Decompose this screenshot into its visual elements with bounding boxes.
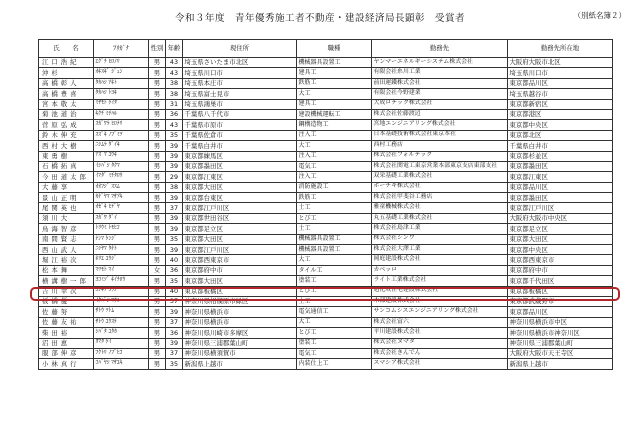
header-kana: ﾌﾘｶﾞﾅ (94, 40, 149, 58)
cell-name: 高橋豊喜 (39, 89, 94, 99)
header-company: 勤務先 (372, 40, 508, 58)
cell-company-address: 東京都中央区 (508, 120, 613, 130)
cell-company: ライト工業株式会社 (372, 276, 508, 286)
cell-kana: ﾆｼﾔﾏ ﾀｹﾄ (94, 245, 149, 255)
cell-sex: 男 (149, 296, 166, 306)
cell-company-address: 東京都足立区 (508, 224, 613, 234)
cell-sex: 男 (149, 130, 166, 140)
cell-sex: 男 (149, 68, 166, 78)
cell-age: 39 (166, 193, 183, 203)
cell-sex: 男 (149, 245, 166, 255)
header-residence: 現住所 (183, 40, 297, 58)
cell-job: 建設機械運転工 (297, 109, 372, 119)
table-row (39, 182, 613, 192)
header-name: 氏 名 (39, 40, 94, 58)
cell-name: 佐藤努 (39, 307, 94, 317)
cell-age: 38 (166, 78, 183, 88)
cell-job: とび工 (297, 328, 372, 338)
cell-company: 株式会社関電工東京営業本部東京支店東部支社 (372, 161, 508, 171)
cell-job: 建具工 (297, 68, 372, 78)
cell-job: 内装仕上工 (297, 359, 372, 369)
cell-kana: ﾆｼﾑﾗ ﾀﾞｲｷ (94, 141, 149, 151)
cell-age: 36 (166, 265, 183, 275)
cell-job: 電気工 (297, 161, 372, 171)
cell-residence: 東京都板橋区 (183, 286, 297, 296)
cell-job: タイル工 (297, 265, 372, 275)
table-row (39, 203, 613, 213)
header-sex: 性別 (149, 40, 166, 58)
cell-age: 38 (166, 182, 183, 192)
cell-company-address: 埼玉県川口市 (508, 68, 613, 78)
cell-name: 松本舞 (39, 265, 94, 275)
cell-kana: ﾖｼｷﾜ ｺｳｼﾞ (94, 286, 149, 296)
cell-company: ヤンマーエネルギーシステム株式会社 (372, 58, 508, 68)
cell-job: 電気通信工 (297, 307, 372, 317)
table-row (39, 224, 613, 234)
cell-company: 株式会社フォルテック (372, 151, 508, 161)
cell-age: 39 (166, 307, 183, 317)
cell-age: 39 (166, 245, 183, 255)
cell-company: 大成ロテック株式会社 (372, 99, 508, 109)
cell-residence: 東京都大田区 (183, 276, 297, 286)
table-header-row (39, 40, 613, 58)
cell-age: 39 (166, 213, 183, 223)
table-row-highlighted (39, 255, 613, 265)
cell-name: 今田道太郎 (39, 172, 94, 182)
cell-job: 塗装工 (297, 276, 372, 286)
cell-job: 土工 (297, 224, 372, 234)
cell-company-address: 東京都江東区 (508, 172, 613, 182)
cell-age: 43 (166, 58, 183, 68)
cell-name: 西山武人 (39, 245, 94, 255)
cell-company: ホーチキ株式会社 (372, 182, 508, 192)
cell-company-address: 東京都品川区 (508, 182, 613, 192)
cell-sex: 男 (149, 307, 166, 317)
table-row (39, 328, 613, 338)
cell-company-address: 東京都墨田区 (508, 193, 613, 203)
cell-company: 有限会社今野建業 (372, 89, 508, 99)
cell-name: 鈴木伸充 (39, 130, 94, 140)
cell-name: 江口浩紀 (39, 58, 94, 68)
cell-kana: ﾅﾝﾏ ｹﾝｼﾞ (94, 234, 149, 244)
cell-residence: 東京都世田谷区 (183, 213, 297, 223)
cell-kana: ﾀｶﾊｼ ﾄﾖｷ (94, 89, 149, 99)
cell-residence: 千葉県佐倉市 (183, 130, 297, 140)
table-row (39, 68, 613, 78)
cell-company-address: 東京都中央区 (508, 245, 613, 255)
table-row (39, 286, 613, 296)
cell-kana: ｷｸﾁ ﾐﾁﾊﾙ (94, 109, 149, 119)
cell-company: 株式会社甲斐谷工務店 (372, 193, 508, 203)
cell-residence: 東京都足立区 (183, 224, 297, 234)
cell-job: 大工 (297, 141, 372, 151)
cell-name: 佐藤友祐 (39, 317, 94, 327)
cell-name: 鳥海智彦 (39, 224, 94, 234)
cell-sex: 女 (149, 265, 166, 275)
table-row (39, 307, 613, 317)
table-row (39, 296, 613, 306)
cell-company-address: 東京都大田区 (508, 234, 613, 244)
cell-job: 機械器具設置工 (297, 245, 372, 255)
cell-job: 土工 (297, 296, 372, 306)
cell-job: 鉄筋工 (297, 193, 372, 203)
cell-company: 雅童機械株式会社 (372, 203, 508, 213)
cell-sex: 男 (149, 151, 166, 161)
cell-sex: 男 (149, 172, 166, 182)
cell-kana: ﾖｺﾐｿﾞ ｷｲﾁﾛｳ (94, 276, 149, 286)
header-job: 職種 (297, 40, 372, 58)
table-row (39, 317, 613, 327)
cell-age: 43 (166, 120, 183, 130)
cell-age: 40 (166, 255, 183, 265)
table-row (39, 78, 613, 88)
table-row (39, 151, 613, 161)
cell-kana: ｴｸﾞﾁ ﾋﾛﾉﾘ (94, 58, 149, 68)
cell-residence: 神奈川県川崎市多摩区 (183, 328, 297, 338)
cell-residence: 東京都江戸川区 (183, 245, 297, 255)
table-row (39, 130, 613, 140)
cell-kana: ｵｵﾌｼﾞ ｽｽﾑ (94, 182, 149, 192)
cell-residence: 東京都墨田区 (183, 161, 297, 171)
cell-kana: ｽｶﾞﾜﾗ ﾋﾛﾅﾘ (94, 120, 149, 130)
cell-kana: ｵｷｽｷﾞ ｼﾞｭﾝ (94, 68, 149, 78)
cell-residence: 埼玉県富士見市 (183, 89, 297, 99)
cell-residence: 埼玉県川口市 (183, 68, 297, 78)
cell-name: 吉川幸次 (39, 286, 94, 296)
cell-name: 大藤享 (39, 182, 94, 192)
document-title: 令和３年度 青年優秀施工者不動産・建設経済局長顕彰 受賞者 (174, 13, 465, 24)
cell-company: サンコムシスエンジニアリング株式会社 (372, 307, 508, 317)
cell-company: 株式会社富六 (372, 317, 508, 327)
table-row (39, 359, 613, 369)
cell-age: 39 (166, 224, 183, 234)
cell-sex: 男 (149, 141, 166, 151)
cell-kana: ｶｹﾞﾔﾏ ﾏｻｱｷ (94, 193, 149, 203)
cell-company-address: 東京都品川区 (508, 78, 613, 88)
cell-age: 39 (166, 161, 183, 171)
cell-age: 31 (166, 99, 183, 109)
cell-kana: ﾎﾘｴ ﾕｳｼﾞ (94, 255, 149, 265)
awardee-table (38, 39, 613, 370)
table-row (39, 213, 613, 223)
cell-sex: 男 (149, 338, 166, 348)
cell-company-address: 新潟県上越市 (508, 359, 613, 369)
table-row (39, 172, 613, 182)
cell-sex: 男 (149, 89, 166, 99)
cell-sex: 男 (149, 193, 166, 203)
cell-age: 38 (166, 89, 183, 99)
cell-residence: 東京都江戸川区 (183, 203, 297, 213)
cell-job: 消防施設工 (297, 182, 372, 192)
cell-company-address: 神奈川県横浜市中区 (508, 317, 613, 327)
cell-kana: ﾀｶﾊｼ ｱｷﾄ (94, 78, 149, 88)
cell-residence: 千葉県白井市 (183, 141, 297, 151)
cell-company: スマシア株式会社 (372, 359, 508, 369)
cell-kana: ｽｽﾞｷ ﾉﾌﾞﾐﾂ (94, 130, 149, 140)
cell-sex: 男 (149, 317, 166, 327)
cell-job: 注入工 (297, 172, 372, 182)
cell-name: 服部伸彦 (39, 348, 94, 358)
cell-job: 電気工 (297, 348, 372, 358)
cell-company-address: 東京都江戸川区 (508, 203, 613, 213)
cell-age: 35 (166, 276, 183, 286)
cell-sex: 男 (149, 78, 166, 88)
cell-job: 鉄筋工 (297, 78, 372, 88)
cell-kana: ﾏﾂﾓﾄ ﾏｲ (94, 265, 149, 275)
cell-sex: 男 (149, 203, 166, 213)
cell-job: とび工 (297, 286, 372, 296)
cell-name: 沖杉 (39, 68, 94, 78)
table-row (39, 348, 613, 358)
cell-kana: ｲﾀﾊﾞｼ ﾏｻﾙ (94, 296, 149, 306)
cell-name: 堀江裕次 (39, 255, 94, 265)
cell-name: 尾関英也 (39, 203, 94, 213)
cell-company: 株式会社シンワ (372, 234, 508, 244)
cell-company-address: 東京都西東京市 (508, 255, 613, 265)
cell-residence: 東京都西東京市 (183, 255, 297, 265)
cell-company-address: 千葉県白井市 (508, 141, 613, 151)
cell-sex: 男 (149, 359, 166, 369)
cell-sex: 男 (149, 58, 166, 68)
cell-company: 丸五基礎工業株式会社 (372, 213, 508, 223)
cell-job: 機械器具設置工 (297, 58, 372, 68)
cell-age: 37 (166, 317, 183, 327)
cell-company-address: 東京都墨田区 (508, 161, 613, 171)
cell-company-address: 東京都新宿区 (508, 99, 613, 109)
cell-sex: 男 (149, 224, 166, 234)
cell-name: 菅原弘成 (39, 120, 94, 130)
cell-name: 小林真行 (39, 359, 94, 369)
cell-job: とび工 (297, 213, 372, 223)
cell-sex: 男 (149, 276, 166, 286)
cell-sex: 男 (149, 120, 166, 130)
cell-name: 石橋拓真 (39, 161, 94, 171)
cell-residence: 埼玉県鴻巣市 (183, 99, 297, 109)
table-row (39, 89, 613, 99)
cell-job: 鋼構造物工 (297, 120, 372, 130)
cell-name: 南間賢志 (39, 234, 94, 244)
cell-residence: 新潟県上越市 (183, 359, 297, 369)
cell-residence: 東京都大田区 (183, 234, 297, 244)
cell-name: 西村大樹 (39, 141, 94, 151)
cell-job: 建具工 (297, 99, 372, 109)
table-row (39, 141, 613, 151)
cell-job: 注入工 (297, 151, 372, 161)
cell-name: 板橋優 (39, 296, 94, 306)
table-row (39, 265, 613, 275)
cell-kana: ﾌｸﾄﾘ ﾉﾌﾞﾋｺ (94, 348, 149, 358)
cell-age: 37 (166, 296, 183, 306)
cell-job: 大工 (297, 255, 372, 265)
cell-residence: 千葉県市原市 (183, 120, 297, 130)
cell-company-address: 東京都港区 (508, 109, 613, 119)
cell-company-address: 東京都板橋区 (508, 286, 613, 296)
cell-company: 株式会社佐藤渡辺 (372, 109, 508, 119)
cell-company: 株式会社大澤工業 (372, 245, 508, 255)
cell-company: 西村工務店 (372, 141, 508, 151)
cell-kana: ｽｶﾞﾜ ﾀﾞｲ (94, 213, 149, 223)
cell-company-address: 大阪府大阪市天王寺区 (508, 348, 613, 358)
cell-residence: 東京都台東区 (183, 193, 297, 203)
cell-residence: 東京都練馬区 (183, 151, 297, 161)
cell-name: 景山正明 (39, 193, 94, 203)
cell-sex: 男 (149, 99, 166, 109)
cell-job: 大工 (297, 89, 372, 99)
cell-kana: ﾐﾔﾓﾄ ｹｲﾀ (94, 99, 149, 109)
cell-age: 29 (166, 172, 183, 182)
cell-company: 株式会社きんでん (372, 348, 508, 358)
table-row (39, 109, 613, 119)
cell-name: 宮本敬太 (39, 99, 94, 109)
cell-sex: 男 (149, 109, 166, 119)
attachment-note: （別紙名簿２） (573, 11, 626, 20)
cell-company-address: 神奈川県横浜市神奈川区 (508, 328, 613, 338)
cell-company: 木部建設株式会社 (372, 296, 508, 306)
cell-age: 39 (166, 338, 183, 348)
cell-sex: 男 (149, 234, 166, 244)
cell-company: 日本基礎技術株式会社東京本社 (372, 130, 508, 140)
cell-age: 36 (166, 328, 183, 338)
cell-company-address: 東京都府中市 (508, 265, 613, 275)
cell-age: 35 (166, 234, 183, 244)
table-row (39, 193, 613, 203)
table-row (39, 338, 613, 348)
cell-age: 39 (166, 141, 183, 151)
cell-company: 有限会社糸川工業 (372, 68, 508, 78)
cell-residence: 千葉県八千代市 (183, 109, 297, 119)
cell-company: 岡庭建設株式会社 (372, 255, 508, 265)
cell-kana: ｼﾊﾞﾀ ﾕﾀｶ (94, 328, 149, 338)
header-age: 年齢 (166, 40, 183, 58)
cell-kana: ｵｾﾞｷ ﾋﾃﾞﾔ (94, 203, 149, 213)
table-row (39, 99, 613, 109)
cell-residence: 埼玉県さいたま市北区 (183, 58, 297, 68)
cell-company: 宮地エンジニアリング株式会社 (372, 120, 508, 130)
cell-company-address: 東京都北区 (508, 130, 613, 140)
cell-age: 36 (166, 109, 183, 119)
cell-company-address: 大阪府大阪市北区 (508, 58, 613, 68)
cell-company-address: 東京都品川区 (508, 307, 613, 317)
cell-residence: 東京都江東区 (183, 172, 297, 182)
cell-name: 沼田恵 (39, 338, 94, 348)
table-row (39, 161, 613, 171)
cell-residence: 神奈川県横浜市 (183, 317, 297, 327)
cell-job: 大工 (297, 317, 372, 327)
cell-job: 注入工 (297, 130, 372, 140)
cell-company-address: 東京都武蔵野市 (508, 296, 613, 306)
cell-job: 機械器具設置工 (297, 234, 372, 244)
cell-sex: 男 (149, 328, 166, 338)
cell-age: 35 (166, 359, 183, 369)
header-company-address: 勤務先所在地 (508, 40, 613, 58)
cell-name: 菊池道治 (39, 109, 94, 119)
cell-age: 40 (166, 286, 183, 296)
cell-company-address: 東京都杉並区 (508, 151, 613, 161)
cell-kana: ｲﾏﾀﾞ ﾐﾁﾀﾛｳ (94, 172, 149, 182)
table-row (39, 234, 613, 244)
cell-age: 35 (166, 130, 183, 140)
cell-company: 前田運鐵株式会社 (372, 78, 508, 88)
cell-job: 塗装工 (297, 338, 372, 348)
cell-sex: 男 (149, 213, 166, 223)
cell-kana: ｻﾄｳ ﾕｳｽｹ (94, 317, 149, 327)
cell-sex: 男 (149, 182, 166, 192)
table-row (39, 120, 613, 130)
cell-age: 37 (166, 203, 183, 213)
cell-sex: 男 (149, 348, 166, 358)
cell-kana: ｱｽﾞﾏ ﾕｳｷ (94, 151, 149, 161)
cell-residence: 神奈川県三浦郡葉山町 (183, 338, 297, 348)
cell-company: 平川建設株式会社 (372, 328, 508, 338)
cell-name: 東勇樹 (39, 151, 94, 161)
cell-company-address: 東京都千代田区 (508, 276, 613, 286)
cell-residence: 東京都大田区 (183, 182, 297, 192)
cell-company: 株式会社島津工業 (372, 224, 508, 234)
cell-age: 37 (166, 348, 183, 358)
cell-company: 双栄基礎工業株式会社 (372, 172, 508, 182)
cell-name: 須川大 (39, 213, 94, 223)
cell-company: カベッロ (372, 265, 508, 275)
cell-residence: 神奈川県横須賀市 (183, 348, 297, 358)
cell-name: 高橋彰人 (39, 78, 94, 88)
table-row (39, 245, 613, 255)
cell-residence: 神奈川県横浜市 (183, 307, 297, 317)
cell-company: 旭化成住宅建設株式会社 (372, 286, 508, 296)
cell-residence: 埼玉県本庄市 (183, 78, 297, 88)
cell-company-address: 神奈川県三浦郡葉山町 (508, 338, 613, 348)
cell-company-address: 大阪府大阪市中央区 (508, 213, 613, 223)
cell-name: 横溝樹一郎 (39, 276, 94, 286)
cell-job: 土工 (297, 203, 372, 213)
cell-residence: 東京都府中市 (183, 265, 297, 275)
cell-kana: ｺﾊﾞﾔｼ ﾏｻﾕｷ (94, 359, 149, 369)
cell-name: 柴田裕 (39, 328, 94, 338)
cell-residence: 神奈川県相模原市緑区 (183, 296, 297, 306)
cell-kana: ﾇﾏﾀ ｹｲ (94, 338, 149, 348)
table-row (39, 276, 613, 286)
cell-kana: ﾄﾘｳﾐ ﾄﾓﾋｺ (94, 224, 149, 234)
cell-sex: 男 (149, 286, 166, 296)
cell-company-address: 埼玉県越谷市 (508, 89, 613, 99)
cell-sex: 男 (149, 161, 166, 171)
cell-age: 39 (166, 151, 183, 161)
cell-kana: ｲｼﾊﾞｼ ﾀｸﾏ (94, 161, 149, 171)
table-row (39, 58, 613, 68)
cell-company: 株式会社ヌマタ (372, 338, 508, 348)
cell-sex: 男 (149, 255, 166, 265)
cell-kana: ｻﾄｳ ﾂﾄﾑ (94, 307, 149, 317)
cell-age: 43 (166, 68, 183, 78)
